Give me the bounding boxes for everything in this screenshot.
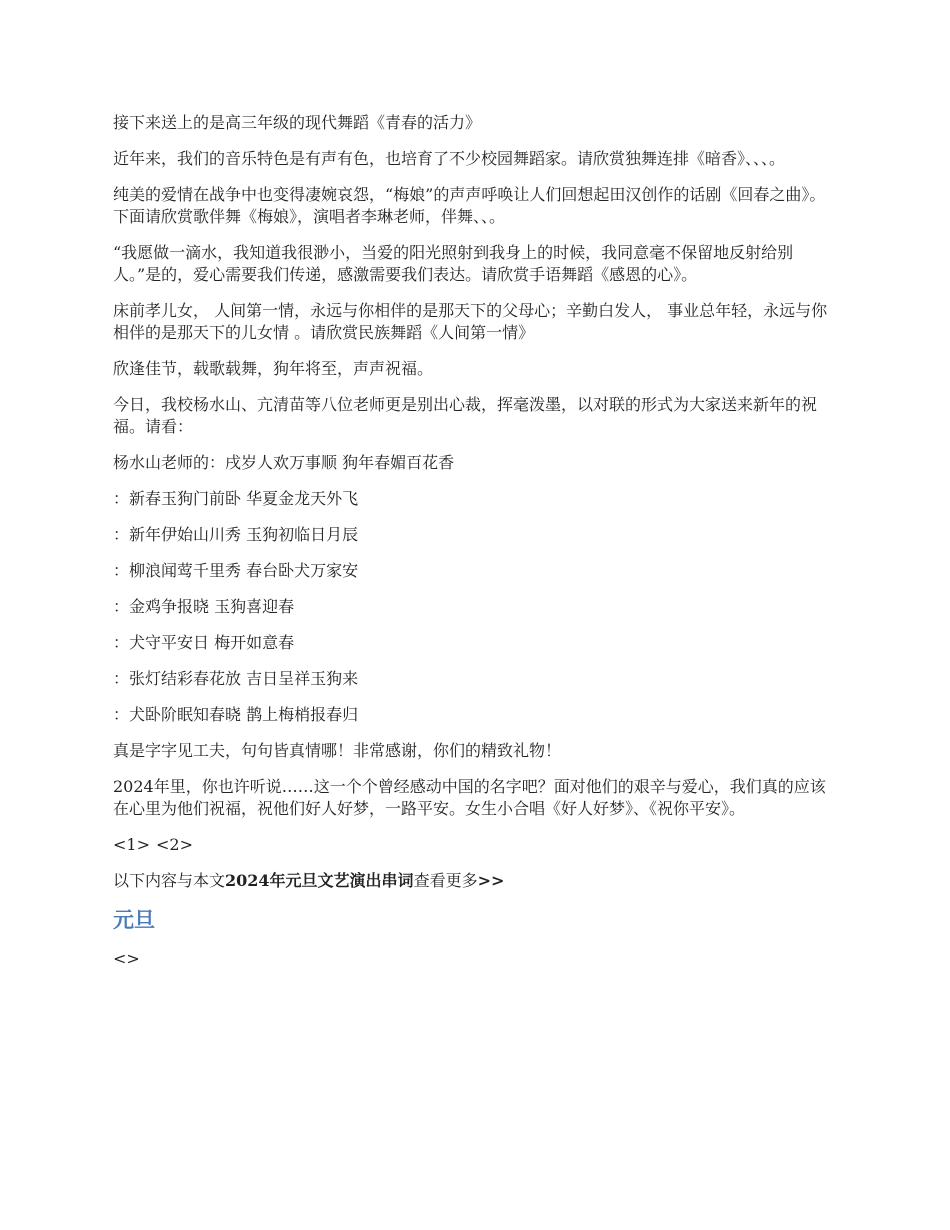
couplet-line: ：犬卧阶眠知春晓 鹊上梅梢报春归	[113, 705, 359, 724]
paragraph-solo-dance: 近年来，我们的音乐特色是有声有色，也培育了不少校园舞蹈家。请欣赏独舞连排《暗香》、、、。	[113, 149, 786, 168]
page-link-2[interactable]: <2>	[156, 835, 193, 854]
couplet-line: ：金鸡争报晓 玉狗喜迎春	[113, 597, 295, 616]
section-heading: 元旦	[113, 908, 155, 932]
couplet-line: ：柳浪闻莺千里秀 春台卧犬万家安	[113, 561, 359, 580]
couplet-line: ：新春玉狗门前卧 华夏金龙天外飞	[113, 489, 359, 508]
paragraph-chorus: 2024年里，你也许听说……这一个个曾经感动中国的名字吧？面对他们的艰辛与爱心，我们真的应该在心里为他们祝福，祝他们好人好梦，一路平安。女生小合唱《好人好梦》、《祝你平安》。	[113, 777, 826, 818]
paragraph-sign-language-dance: “我愿做一滴水，我知道我很渺小，当爱的阳光照射到我身上的时候，我同意毫不保留地反射给别人。”是的，爱心需要我们传递，感激需要我们表达。请欣赏手语舞蹈《感恩的心》。	[113, 243, 794, 284]
pagination	[113, 834, 840, 856]
couplet-line: 杨水山老师的：戌岁人欢万事顺 狗年春媚百花香	[113, 453, 455, 472]
paragraph-thanks: 真是字字见工夫，句句皆真情哪！非常感谢，你们的精致礼物！	[113, 741, 562, 760]
paragraph-couplet-intro: 今日，我校杨水山、亢清苗等八位老师更是别出心裁，挥毫泼墨，以对联的形式为大家送来新年的祝福。请看：	[113, 395, 818, 436]
paragraph-festival-greeting: 欣逢佳节，载歌载舞，狗年将至，声声祝福。	[113, 359, 434, 378]
more-arrow: >>	[477, 871, 505, 890]
page-link-1[interactable]: <1>	[113, 835, 150, 854]
more-article-title: 2024年元旦文艺演出串词	[225, 871, 414, 890]
paragraph-modern-dance: 接下来送上的是高三年级的现代舞蹈《青春的活力》	[113, 113, 482, 132]
section-link[interactable]: <>	[113, 949, 140, 968]
couplet-line: ：犬守平安日 梅开如意春	[113, 633, 295, 652]
couplet-line: ：张灯结彩春花放 吉日呈祥玉狗来	[113, 669, 359, 688]
more-suffix: 查看更多	[413, 871, 478, 890]
more-prefix: 以下内容与本文	[113, 871, 226, 890]
couplet-line: ：新年伊始山川秀 玉狗初临日月辰	[113, 525, 359, 544]
paragraph-folk-dance: 床前孝儿女， 人间第一情，永远与你相伴的是那天下的父母心；辛勤白发人， 事业总年轻，永远与你相伴的是那天下的儿女情 。请欣赏民族舞蹈《人间第一情》	[113, 301, 828, 342]
related-more-link[interactable]	[113, 870, 840, 892]
paragraph-meiniang: 纯美的爱情在战争中也变得凄婉哀怨，“梅娘”的声声呼唤让人们回想起田汉创作的话剧《回春之曲》。下面请欣赏歌伴舞《梅娘》，演唱者李琳老师，伴舞、、。	[113, 185, 826, 226]
